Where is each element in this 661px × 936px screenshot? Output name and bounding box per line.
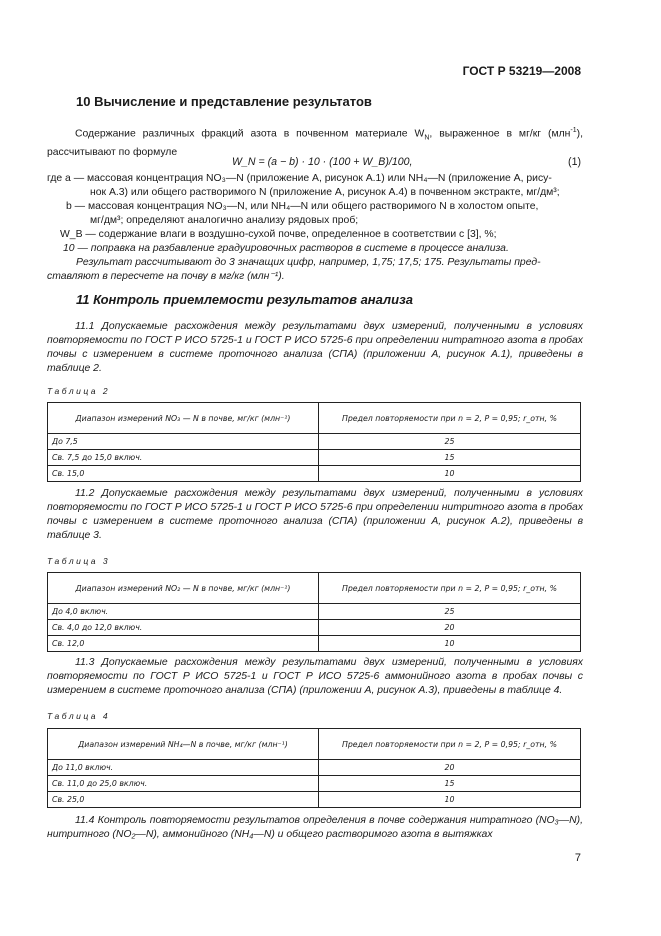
definition-wb: W_B — содержание влаги в воздушно-сухой почве, определенное в соответствии с [3], %; bbox=[60, 229, 497, 240]
range-cell: Св. 11,0 до 25,0 включ. bbox=[48, 776, 319, 792]
table-row bbox=[48, 776, 581, 792]
table-row bbox=[48, 760, 581, 776]
formula-number: (1) bbox=[568, 156, 581, 168]
paragraph-11-3: 11.3 Допускаемые расхождения между результатами двух измерений, полученными в условиях повторяемости по ГОСТ Р ИСО 5725-1 и ГОСТ Р ИСО 5725-6 аммонийного азота в пробах почвы с измерением в системе проточного анализа (СПА) (приложении А, рисунок А.3), приведены в таблице 4. bbox=[47, 657, 583, 696]
table-header-range: Диапазон измерений NO₃ — N в почве, мг/кг (млн⁻¹) bbox=[48, 403, 319, 434]
section-11-title: 11 Контроль приемлемости результатов анализа bbox=[76, 292, 413, 307]
definition-10: 10 — поправка на разбавление градуировочных растворов в системе в процессе анализа. bbox=[63, 243, 509, 254]
range-cell: Св. 7,5 до 15,0 включ. bbox=[48, 450, 319, 466]
table-header-limit: Предел повторяемости при n = 2, P = 0,95; r_отн, % bbox=[319, 403, 581, 434]
limit-cell: 10 bbox=[319, 636, 581, 652]
limit-cell: 25 bbox=[319, 434, 581, 450]
table-2 bbox=[47, 402, 581, 482]
result-note-line2: ставляют в пересчете на почву в мг/кг (млн⁻¹). bbox=[47, 271, 285, 282]
limit-cell: 15 bbox=[319, 450, 581, 466]
definition-a-line1: где a — массовая концентрация NO₃—N (приложение А, рисунок А.1) или NH₄—N (приложение А, рису- bbox=[47, 173, 552, 184]
table-row bbox=[48, 434, 581, 450]
paragraph-11-4: 11.4 Контроль повторяемости результатов определения в почве содержания нитратного (NO₃—N), нитритного (NO₂—N), аммонийного (NH₄—N) и общего растворимого азота в вытяжках bbox=[47, 815, 583, 840]
limit-cell: 10 bbox=[319, 466, 581, 482]
document-id: ГОСТ Р 53219—2008 bbox=[462, 64, 581, 78]
section-10-intro: Содержание различных фракций азота в почвенном материале $W_N$, выраженное в мг/кг (млн$^{-1}$), рассчитывают по формуле bbox=[47, 127, 584, 158]
range-cell: До 4,0 включ. bbox=[48, 604, 319, 620]
limit-cell: 10 bbox=[319, 792, 581, 808]
paragraph-11-1: 11.1 Допускаемые расхождения между результатами двух измерений, полученными в условиях повторяемости по ГОСТ Р ИСО 5725-1 и ГОСТ Р ИСО 5725-6 при определении нитратного азота в пробах почвы с измерением в системе проточного анализа (СПА) (приложении А, рисунок А.1), приведены в таблице 2. bbox=[47, 321, 583, 374]
table-row bbox=[48, 604, 581, 620]
limit-cell: 20 bbox=[319, 760, 581, 776]
definition-b-line1: b — массовая концентрация NO₃—N, или NH₄—N или общего растворимого N в холостом опыте, bbox=[66, 201, 539, 212]
formula: W_N = (a − b) · 10 · (100 + W_B)/100, bbox=[232, 156, 413, 168]
range-cell: Св. 12,0 bbox=[48, 636, 319, 652]
table-row bbox=[48, 636, 581, 652]
table-header-range: Диапазон измерений NO₂ — N в почве, мг/кг (млн⁻¹) bbox=[48, 573, 319, 604]
range-cell: Св. 25,0 bbox=[48, 792, 319, 808]
limit-cell: 20 bbox=[319, 620, 581, 636]
range-cell: Св. 15,0 bbox=[48, 466, 319, 482]
table-header-range: Диапазон измерений NH₄—N в почве, мг/кг (млн⁻¹) bbox=[48, 729, 319, 760]
range-cell: До 7,5 bbox=[48, 434, 319, 450]
table-row bbox=[48, 466, 581, 482]
table-3-caption: Таблица 3 bbox=[47, 556, 111, 566]
definition-b-line2: мг/дм³; определяют аналогично анализу рядовых проб; bbox=[90, 215, 359, 226]
result-note-line1: Результат рассчитывают до 3 значащих цифр, например, 1,75; 17,5; 175. Результаты пред- bbox=[76, 257, 541, 268]
table-header-row bbox=[48, 403, 581, 434]
table-header-limit: Предел повторяемости при n = 2, P = 0,95; r_отн, % bbox=[319, 729, 581, 760]
table-row bbox=[48, 792, 581, 808]
table-3 bbox=[47, 572, 581, 652]
section-10-title: 10 Вычисление и представление результатов bbox=[76, 94, 372, 109]
table-row bbox=[48, 620, 581, 636]
table-4-caption: Таблица 4 bbox=[47, 711, 111, 721]
definition-a-line2: нок А.3) или общего растворимого N (приложение А, рисунок А.4) в почвенном экстракте, мг/дм³; bbox=[90, 187, 560, 198]
limit-cell: 15 bbox=[319, 776, 581, 792]
table-header-limit: Предел повторяемости при n = 2, P = 0,95; r_отн, % bbox=[319, 573, 581, 604]
table-4 bbox=[47, 728, 581, 808]
table-row bbox=[48, 450, 581, 466]
table-header-row bbox=[48, 729, 581, 760]
limit-cell: 25 bbox=[319, 604, 581, 620]
range-cell: До 11,0 включ. bbox=[48, 760, 319, 776]
table-2-caption: Таблица 2 bbox=[47, 386, 111, 396]
range-cell: Св. 4,0 до 12,0 включ. bbox=[48, 620, 319, 636]
paragraph-11-2: 11.2 Допускаемые расхождения между результатами двух измерений, полученными в условиях повторяемости по ГОСТ Р ИСО 5725-1 и ГОСТ Р ИСО 5725-6 при определении нитритного азота в пробах почвы с измерением в системе проточного анализа (СПА) (приложении А, рисунок А.2), приведены в таблице 3. bbox=[47, 488, 583, 541]
page-number: 7 bbox=[574, 852, 581, 864]
table-header-row bbox=[48, 573, 581, 604]
